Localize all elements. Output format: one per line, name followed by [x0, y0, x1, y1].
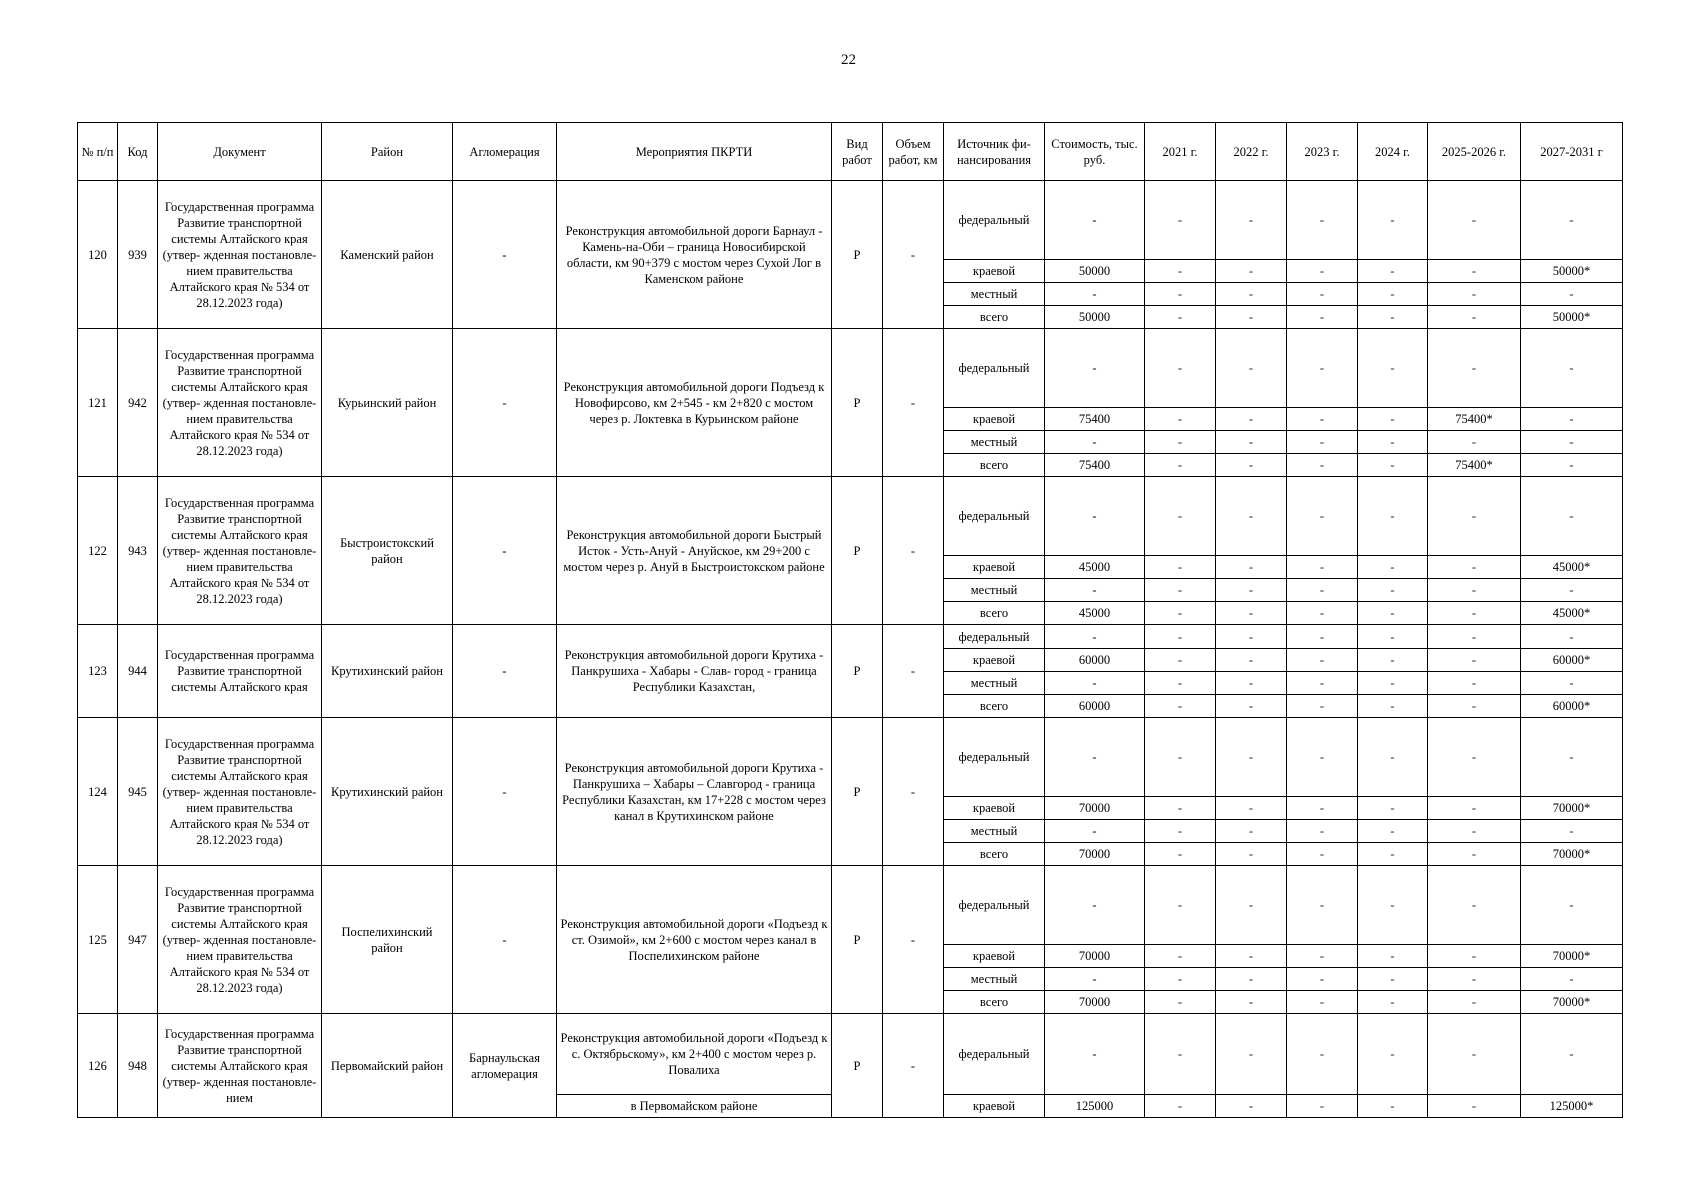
funding-source: всего — [944, 695, 1045, 718]
row-document: Государственная программа Развитие транспортной системы Алтайского края (утвер- жденная постановле- нием правительства Алтайского края № 534 от 28.12.2023 года) — [158, 866, 322, 1014]
funding-y2023: - — [1287, 945, 1358, 968]
funding-y2023: - — [1287, 625, 1358, 649]
funding-y2027-2031: 45000* — [1521, 602, 1623, 625]
funding-y2023: - — [1287, 579, 1358, 602]
table-row — [78, 625, 1623, 649]
funding-source: краевой — [944, 649, 1045, 672]
funding-cost: - — [1045, 283, 1145, 306]
funding-source: всего — [944, 843, 1045, 866]
funding-y2024: - — [1358, 556, 1428, 579]
funding-y2023: - — [1287, 866, 1358, 945]
row-code: 942 — [118, 329, 158, 477]
funding-y2022: - — [1216, 454, 1287, 477]
funding-y2023: - — [1287, 1095, 1358, 1118]
row-work-type: Р — [832, 866, 883, 1014]
row-code: 948 — [118, 1014, 158, 1118]
funding-cost: 75400 — [1045, 408, 1145, 431]
row-district: Каменский район — [322, 181, 453, 329]
header-col-2024: 2024 г. — [1358, 123, 1428, 181]
funding-source: местный — [944, 283, 1045, 306]
funding-cost: - — [1045, 477, 1145, 556]
funding-y2022: - — [1216, 968, 1287, 991]
funding-y2021: - — [1145, 649, 1216, 672]
funding-y2027-2031: 70000* — [1521, 843, 1623, 866]
row-measure: Реконструкция автомобильной дороги Крутиха - Панкрушиха - Хабары - Слав- город - граница Республики Казахстан, — [557, 625, 832, 718]
table-header — [78, 123, 1623, 181]
header-col-2021: 2021 г. — [1145, 123, 1216, 181]
row-work-type: Р — [832, 718, 883, 866]
row-volume: - — [883, 718, 944, 866]
funding-cost: - — [1045, 1014, 1145, 1095]
row-measure: Реконструкция автомобильной дороги Барнаул - Камень-на-Оби – граница Новосибирской области, км 90+379 с мостом через Сухой Лог в Каменском районе — [557, 181, 832, 329]
funding-cost: - — [1045, 672, 1145, 695]
funding-cost: 70000 — [1045, 843, 1145, 866]
row-number: 123 — [78, 625, 118, 718]
funding-y2022: - — [1216, 625, 1287, 649]
row-district: Крутихинский район — [322, 625, 453, 718]
funding-y2027-2031: - — [1521, 454, 1623, 477]
funding-y2022: - — [1216, 672, 1287, 695]
funding-y2027-2031: 70000* — [1521, 797, 1623, 820]
funding-y2021: - — [1145, 408, 1216, 431]
funding-y2024: - — [1358, 181, 1428, 260]
funding-y2025-2026: - — [1428, 991, 1521, 1014]
funding-y2025-2026: - — [1428, 1095, 1521, 1118]
funding-y2024: - — [1358, 797, 1428, 820]
funding-source: федеральный — [944, 329, 1045, 408]
funding-y2022: - — [1216, 797, 1287, 820]
funding-y2022: - — [1216, 718, 1287, 797]
funding-y2025-2026: - — [1428, 625, 1521, 649]
funding-y2025-2026: - — [1428, 602, 1521, 625]
row-document: Государственная программа Развитие транспортной системы Алтайского края (утвер- жденная постановле- нием правительства Алтайского края № 534 от 28.12.2023 года) — [158, 181, 322, 329]
funding-y2022: - — [1216, 820, 1287, 843]
funding-y2021: - — [1145, 820, 1216, 843]
funding-y2025-2026: - — [1428, 968, 1521, 991]
funding-y2025-2026: - — [1428, 866, 1521, 945]
funding-y2025-2026: - — [1428, 477, 1521, 556]
funding-y2021: - — [1145, 306, 1216, 329]
funding-source: всего — [944, 454, 1045, 477]
header-col-num: № п/п — [78, 123, 118, 181]
funding-y2027-2031: - — [1521, 718, 1623, 797]
funding-y2022: - — [1216, 260, 1287, 283]
funding-y2022: - — [1216, 579, 1287, 602]
funding-y2021: - — [1145, 329, 1216, 408]
funding-source: краевой — [944, 408, 1045, 431]
row-number: 124 — [78, 718, 118, 866]
funding-y2022: - — [1216, 991, 1287, 1014]
funding-source: всего — [944, 991, 1045, 1014]
row-work-type: Р — [832, 625, 883, 718]
funding-y2023: - — [1287, 968, 1358, 991]
funding-y2025-2026: - — [1428, 1014, 1521, 1095]
funding-cost: 70000 — [1045, 797, 1145, 820]
program-table — [77, 122, 1623, 1118]
funding-y2021: - — [1145, 866, 1216, 945]
funding-y2024: - — [1358, 718, 1428, 797]
funding-y2027-2031: - — [1521, 477, 1623, 556]
funding-cost: - — [1045, 181, 1145, 260]
table-body — [78, 181, 1623, 1118]
funding-y2027-2031: - — [1521, 283, 1623, 306]
row-agglomeration: Барнаульская агломерация — [453, 1014, 557, 1118]
table-row — [78, 866, 1623, 945]
funding-y2024: - — [1358, 260, 1428, 283]
funding-y2024: - — [1358, 695, 1428, 718]
header-col-volume: Объем работ, км — [883, 123, 944, 181]
funding-y2027-2031: - — [1521, 625, 1623, 649]
funding-y2021: - — [1145, 672, 1216, 695]
funding-y2021: - — [1145, 797, 1216, 820]
funding-y2024: - — [1358, 945, 1428, 968]
row-code: 944 — [118, 625, 158, 718]
funding-y2023: - — [1287, 477, 1358, 556]
header-col-2027-2031: 2027-2031 г — [1521, 123, 1623, 181]
funding-source: федеральный — [944, 181, 1045, 260]
funding-source: местный — [944, 968, 1045, 991]
funding-source: краевой — [944, 797, 1045, 820]
funding-y2023: - — [1287, 1014, 1358, 1095]
funding-cost: - — [1045, 718, 1145, 797]
funding-y2024: - — [1358, 649, 1428, 672]
funding-y2025-2026: 75400* — [1428, 454, 1521, 477]
row-measure: Реконструкция автомобильной дороги Быстрый Исток - Усть-Ануй - Ануйское, км 29+200 с мостом через р. Ануй в Быстроистокском районе — [557, 477, 832, 625]
funding-y2027-2031: 45000* — [1521, 556, 1623, 579]
funding-y2027-2031: 125000* — [1521, 1095, 1623, 1118]
funding-y2025-2026: - — [1428, 843, 1521, 866]
row-document: Государственная программа Развитие транспортной системы Алтайского края (утвер- жденная постановле- нием правительства Алтайского края № 534 от 28.12.2023 года) — [158, 329, 322, 477]
row-document: Государственная программа Развитие транспортной системы Алтайского края — [158, 625, 322, 718]
funding-y2027-2031: - — [1521, 672, 1623, 695]
header-col-2022: 2022 г. — [1216, 123, 1287, 181]
funding-y2022: - — [1216, 1014, 1287, 1095]
row-work-type: Р — [832, 1014, 883, 1118]
funding-source: местный — [944, 431, 1045, 454]
funding-y2025-2026: - — [1428, 283, 1521, 306]
table-row — [78, 181, 1623, 260]
funding-y2024: - — [1358, 1095, 1428, 1118]
funding-cost: 50000 — [1045, 306, 1145, 329]
funding-y2027-2031: 60000* — [1521, 695, 1623, 718]
funding-y2025-2026: - — [1428, 306, 1521, 329]
funding-source: краевой — [944, 260, 1045, 283]
funding-y2027-2031: 50000* — [1521, 306, 1623, 329]
funding-y2024: - — [1358, 283, 1428, 306]
funding-y2024: - — [1358, 431, 1428, 454]
funding-y2025-2026: - — [1428, 718, 1521, 797]
funding-y2022: - — [1216, 556, 1287, 579]
funding-y2023: - — [1287, 695, 1358, 718]
row-district: Быстроистокский район — [322, 477, 453, 625]
funding-y2027-2031: - — [1521, 408, 1623, 431]
header-col-funding-source: Источник фи- нансирования — [944, 123, 1045, 181]
funding-y2023: - — [1287, 991, 1358, 1014]
header-col-district: Район — [322, 123, 453, 181]
row-measure: Реконструкция автомобильной дороги «Подъезд к с. Октябрьскому», км 2+400 с мостом через р. Повалиха — [557, 1014, 832, 1095]
row-agglomeration: - — [453, 329, 557, 477]
funding-cost: 45000 — [1045, 556, 1145, 579]
funding-y2023: - — [1287, 181, 1358, 260]
header-col-document: Документ — [158, 123, 322, 181]
funding-y2024: - — [1358, 672, 1428, 695]
funding-y2027-2031: - — [1521, 181, 1623, 260]
funding-y2024: - — [1358, 329, 1428, 408]
funding-source: местный — [944, 820, 1045, 843]
funding-source: федеральный — [944, 477, 1045, 556]
funding-y2023: - — [1287, 283, 1358, 306]
row-code: 939 — [118, 181, 158, 329]
funding-y2027-2031: - — [1521, 820, 1623, 843]
funding-cost: - — [1045, 866, 1145, 945]
funding-y2021: - — [1145, 477, 1216, 556]
funding-source: краевой — [944, 1095, 1045, 1118]
funding-y2022: - — [1216, 602, 1287, 625]
funding-y2024: - — [1358, 477, 1428, 556]
row-number: 120 — [78, 181, 118, 329]
row-volume: - — [883, 477, 944, 625]
funding-y2025-2026: - — [1428, 329, 1521, 408]
funding-y2024: - — [1358, 991, 1428, 1014]
funding-y2024: - — [1358, 579, 1428, 602]
funding-y2023: - — [1287, 843, 1358, 866]
funding-y2025-2026: - — [1428, 431, 1521, 454]
funding-source: федеральный — [944, 718, 1045, 797]
funding-y2025-2026: - — [1428, 556, 1521, 579]
funding-y2025-2026: - — [1428, 181, 1521, 260]
funding-cost: 70000 — [1045, 991, 1145, 1014]
funding-y2023: - — [1287, 306, 1358, 329]
funding-y2021: - — [1145, 1014, 1216, 1095]
funding-y2021: - — [1145, 695, 1216, 718]
funding-y2022: - — [1216, 866, 1287, 945]
funding-y2023: - — [1287, 797, 1358, 820]
funding-cost: - — [1045, 431, 1145, 454]
funding-y2021: - — [1145, 968, 1216, 991]
funding-y2021: - — [1145, 718, 1216, 797]
funding-y2022: - — [1216, 695, 1287, 718]
funding-y2024: - — [1358, 968, 1428, 991]
row-measure: Реконструкция автомобильной дороги «Подъезд к ст. Озимой», км 2+600 с мостом через канал в Поспелихинском районе — [557, 866, 832, 1014]
row-code: 945 — [118, 718, 158, 866]
funding-y2024: - — [1358, 625, 1428, 649]
funding-source: всего — [944, 306, 1045, 329]
funding-y2023: - — [1287, 602, 1358, 625]
row-agglomeration: - — [453, 181, 557, 329]
funding-y2024: - — [1358, 306, 1428, 329]
funding-cost: 125000 — [1045, 1095, 1145, 1118]
row-district: Поспелихинский район — [322, 866, 453, 1014]
funding-cost: 70000 — [1045, 945, 1145, 968]
funding-y2023: - — [1287, 454, 1358, 477]
funding-source: федеральный — [944, 625, 1045, 649]
funding-y2024: - — [1358, 866, 1428, 945]
page-number: 22 — [841, 52, 856, 68]
funding-y2023: - — [1287, 649, 1358, 672]
row-work-type: Р — [832, 477, 883, 625]
funding-cost: 45000 — [1045, 602, 1145, 625]
funding-y2021: - — [1145, 1095, 1216, 1118]
funding-y2021: - — [1145, 579, 1216, 602]
funding-y2025-2026: - — [1428, 260, 1521, 283]
funding-cost: - — [1045, 820, 1145, 843]
funding-y2027-2031: - — [1521, 329, 1623, 408]
funding-y2022: - — [1216, 408, 1287, 431]
funding-y2027-2031: - — [1521, 968, 1623, 991]
funding-cost: 60000 — [1045, 649, 1145, 672]
table-row — [78, 1014, 1623, 1095]
row-district: Курьинский район — [322, 329, 453, 477]
funding-y2021: - — [1145, 556, 1216, 579]
header-col-2025-2026: 2025-2026 г. — [1428, 123, 1521, 181]
funding-y2022: - — [1216, 431, 1287, 454]
funding-y2023: - — [1287, 260, 1358, 283]
funding-cost: 60000 — [1045, 695, 1145, 718]
funding-cost: - — [1045, 968, 1145, 991]
row-district: Первомайский район — [322, 1014, 453, 1118]
row-volume: - — [883, 329, 944, 477]
funding-y2025-2026: - — [1428, 945, 1521, 968]
funding-y2025-2026: - — [1428, 649, 1521, 672]
funding-y2022: - — [1216, 181, 1287, 260]
funding-y2027-2031: - — [1521, 866, 1623, 945]
funding-y2021: - — [1145, 991, 1216, 1014]
table-row — [78, 718, 1623, 797]
funding-y2027-2031: 60000* — [1521, 649, 1623, 672]
funding-y2027-2031: - — [1521, 1014, 1623, 1095]
funding-y2021: - — [1145, 625, 1216, 649]
funding-y2023: - — [1287, 329, 1358, 408]
funding-y2021: - — [1145, 260, 1216, 283]
funding-y2022: - — [1216, 1095, 1287, 1118]
funding-y2024: - — [1358, 602, 1428, 625]
row-district: Крутихинский район — [322, 718, 453, 866]
funding-y2021: - — [1145, 843, 1216, 866]
header-col-cost: Стоимость, тыс. руб. — [1045, 123, 1145, 181]
row-measure-continued: в Первомайском районе — [557, 1095, 832, 1118]
funding-y2027-2031: 50000* — [1521, 260, 1623, 283]
funding-y2021: - — [1145, 454, 1216, 477]
row-document: Государственная программа Развитие транспортной системы Алтайского края (утвер- жденная постановле- нием правительства Алтайского края № 534 от 28.12.2023 года) — [158, 718, 322, 866]
funding-y2023: - — [1287, 718, 1358, 797]
funding-source: краевой — [944, 556, 1045, 579]
funding-y2023: - — [1287, 820, 1358, 843]
row-volume: - — [883, 181, 944, 329]
row-document: Государственная программа Развитие транспортной системы Алтайского края (утвер- жденная постановле- нием — [158, 1014, 322, 1118]
funding-y2022: - — [1216, 306, 1287, 329]
funding-cost: - — [1045, 579, 1145, 602]
table-row — [78, 329, 1623, 408]
funding-source: местный — [944, 672, 1045, 695]
funding-y2023: - — [1287, 408, 1358, 431]
funding-y2027-2031: 70000* — [1521, 991, 1623, 1014]
row-volume: - — [883, 625, 944, 718]
row-code: 947 — [118, 866, 158, 1014]
funding-y2025-2026: - — [1428, 820, 1521, 843]
row-agglomeration: - — [453, 477, 557, 625]
row-measure: Реконструкция автомобильной дороги Крутиха - Панкрушиха – Хабары – Славгород - граница Республики Казахстан, км 17+228 с мостом через канал в Крутихинском районе — [557, 718, 832, 866]
row-agglomeration: - — [453, 625, 557, 718]
funding-y2022: - — [1216, 649, 1287, 672]
row-volume: - — [883, 866, 944, 1014]
funding-y2024: - — [1358, 843, 1428, 866]
funding-y2023: - — [1287, 672, 1358, 695]
funding-y2022: - — [1216, 843, 1287, 866]
header-col-agglomeration: Агломерация — [453, 123, 557, 181]
row-work-type: Р — [832, 181, 883, 329]
table-row — [78, 477, 1623, 556]
row-number: 126 — [78, 1014, 118, 1118]
funding-y2027-2031: - — [1521, 431, 1623, 454]
funding-source: федеральный — [944, 866, 1045, 945]
funding-cost: 75400 — [1045, 454, 1145, 477]
funding-y2021: - — [1145, 283, 1216, 306]
row-measure: Реконструкция автомобильной дороги Подъезд к Новофирсово, км 2+545 - км 2+820 с мостом через р. Локтевка в Курьинском районе — [557, 329, 832, 477]
header-col-2023: 2023 г. — [1287, 123, 1358, 181]
funding-y2027-2031: 70000* — [1521, 945, 1623, 968]
row-agglomeration: - — [453, 866, 557, 1014]
row-code: 943 — [118, 477, 158, 625]
row-volume: - — [883, 1014, 944, 1118]
funding-y2021: - — [1145, 602, 1216, 625]
funding-source: краевой — [944, 945, 1045, 968]
funding-y2022: - — [1216, 283, 1287, 306]
funding-y2024: - — [1358, 1014, 1428, 1095]
header-col-code: Код — [118, 123, 158, 181]
funding-cost: - — [1045, 625, 1145, 649]
funding-source: местный — [944, 579, 1045, 602]
funding-y2025-2026: - — [1428, 797, 1521, 820]
funding-y2024: - — [1358, 820, 1428, 843]
funding-y2021: - — [1145, 431, 1216, 454]
row-number: 122 — [78, 477, 118, 625]
funding-source: всего — [944, 602, 1045, 625]
funding-cost: 50000 — [1045, 260, 1145, 283]
funding-y2027-2031: - — [1521, 579, 1623, 602]
row-number: 121 — [78, 329, 118, 477]
row-document: Государственная программа Развитие транспортной системы Алтайского края (утвер- жденная постановле- нием правительства Алтайского края № 534 от 28.12.2023 года) — [158, 477, 322, 625]
row-work-type: Р — [832, 329, 883, 477]
funding-y2023: - — [1287, 556, 1358, 579]
row-agglomeration: - — [453, 718, 557, 866]
funding-y2025-2026: 75400* — [1428, 408, 1521, 431]
funding-y2021: - — [1145, 945, 1216, 968]
funding-cost: - — [1045, 329, 1145, 408]
funding-y2024: - — [1358, 408, 1428, 431]
funding-y2022: - — [1216, 477, 1287, 556]
row-number: 125 — [78, 866, 118, 1014]
funding-y2025-2026: - — [1428, 672, 1521, 695]
funding-y2025-2026: - — [1428, 579, 1521, 602]
header-col-measure: Мероприятия ПКРТИ — [557, 123, 832, 181]
funding-y2023: - — [1287, 431, 1358, 454]
funding-y2022: - — [1216, 945, 1287, 968]
funding-y2025-2026: - — [1428, 695, 1521, 718]
funding-source: федеральный — [944, 1014, 1045, 1095]
funding-y2021: - — [1145, 181, 1216, 260]
funding-y2024: - — [1358, 454, 1428, 477]
header-col-work-type: Вид работ — [832, 123, 883, 181]
funding-y2022: - — [1216, 329, 1287, 408]
